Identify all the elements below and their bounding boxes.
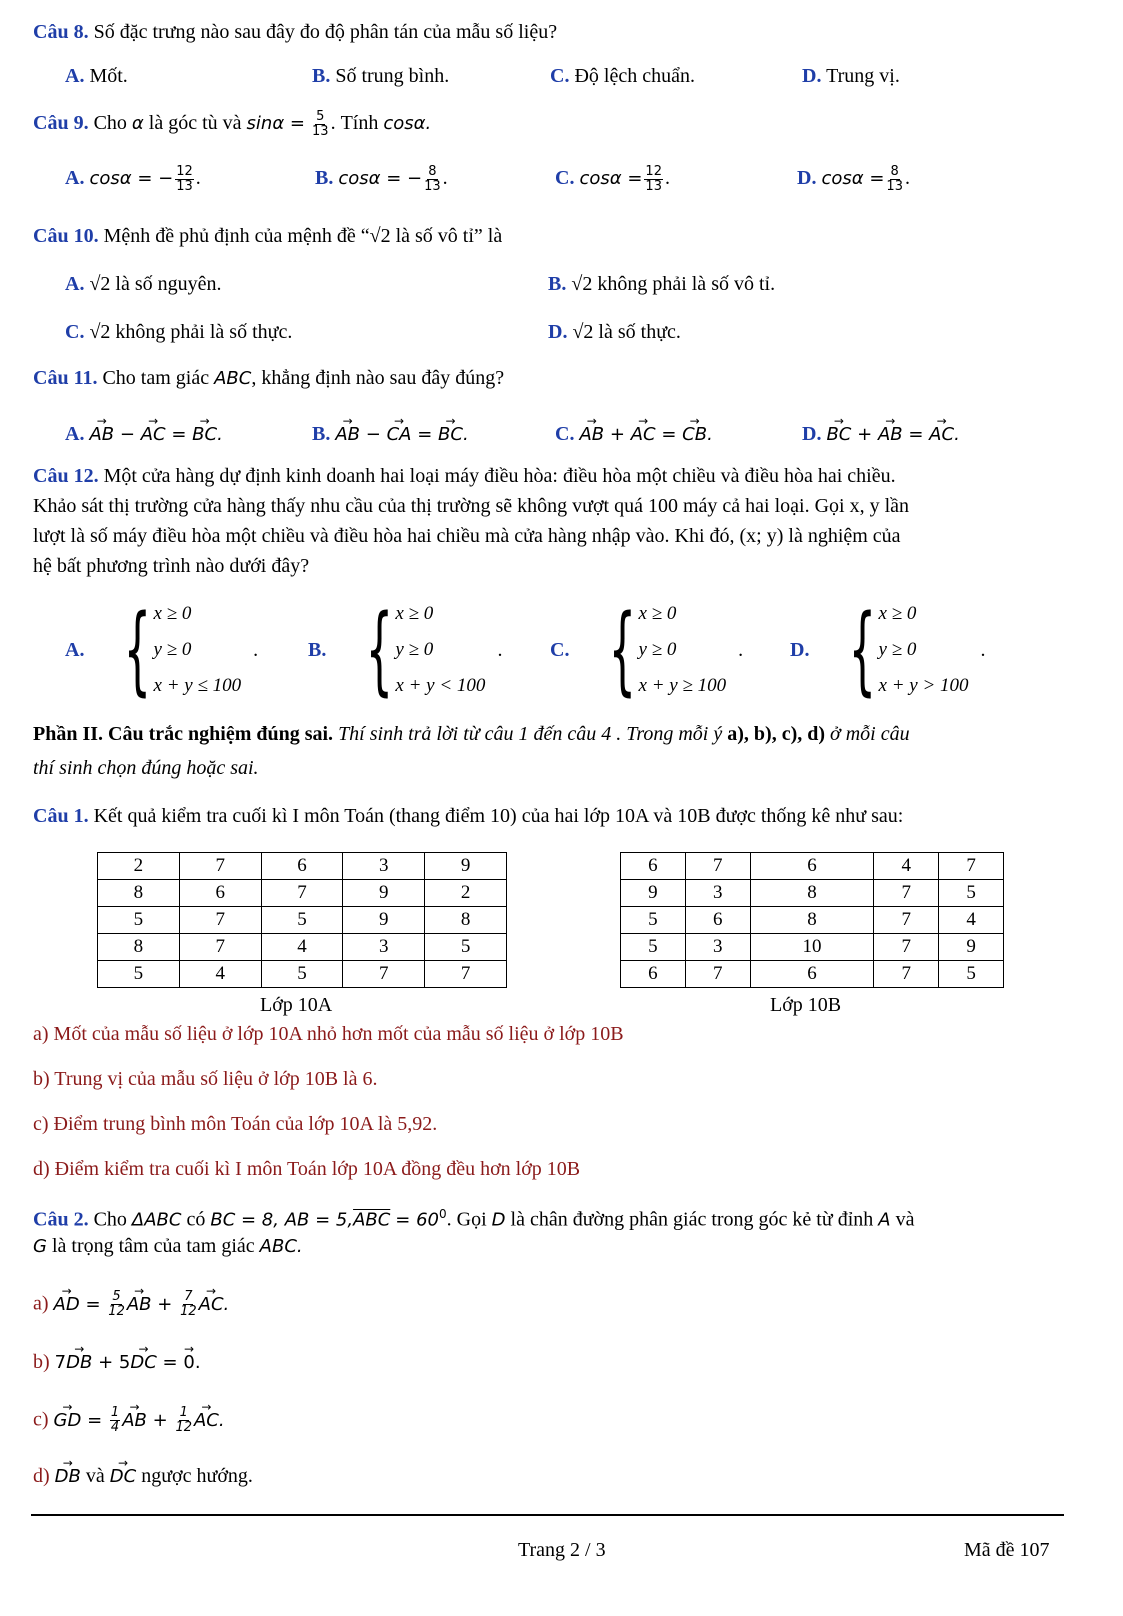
table-10a-cell: 5 <box>261 907 343 934</box>
table-10a-cell: 6 <box>179 880 261 907</box>
q11-option-b[interactable]: B. → AB − → CA = → BC. <box>312 422 469 447</box>
q12-label: Câu 12. <box>33 465 99 487</box>
table-10a-cell: 4 <box>179 961 261 988</box>
q10-label: Câu 10. <box>33 225 99 247</box>
caption-10b: Lớp 10B <box>770 994 842 1016</box>
brace-icon: { <box>609 594 637 706</box>
table-10b-cell: 7 <box>874 961 939 988</box>
table-10b-cell: 4 <box>939 907 1004 934</box>
q11-label: Câu 11. <box>33 367 98 389</box>
table-10a-cell: 9 <box>343 907 425 934</box>
table-10b-cell: 4 <box>874 853 939 880</box>
table-10a-cell: 3 <box>343 934 425 961</box>
q11-option-d[interactable]: D. → BC + → AB = → AC. <box>802 422 960 447</box>
table-10a-cell: 7 <box>425 961 507 988</box>
p2q2-stem-line-2: G là trọng tâm của tam giác ABC. <box>33 1235 303 1257</box>
q9-option-c[interactable]: C. cosα = $\frac{12}{13}$ . <box>555 164 670 194</box>
q12-line-4: hệ bất phương trình nào dưới đây? <box>33 555 310 577</box>
q10-stem <box>33 224 502 248</box>
table-10b-cell: 5 <box>621 907 686 934</box>
table-10b-row <box>621 961 1004 988</box>
table-10a-cell: 8 <box>425 907 507 934</box>
page-number: Trang 2 / 3 <box>518 1539 606 1561</box>
table-10b-cell: 5 <box>621 934 686 961</box>
table-10b-cell: 5 <box>939 961 1004 988</box>
q10-option-c[interactable]: C. √2 không phải là số thực. <box>65 321 293 343</box>
q12-option-c[interactable]: C. { x ≥ 0 y ≥ 0 x + y ≥ 100 . <box>550 594 744 706</box>
brace-icon: { <box>365 594 394 706</box>
table-10a-row <box>98 853 507 880</box>
table-10a-cell: 5 <box>425 934 507 961</box>
table-10b-cell: 9 <box>621 880 686 907</box>
option-text: Số trung bình. <box>335 65 450 87</box>
table-10b-cell: 8 <box>750 880 874 907</box>
q9-cos: cosα. <box>383 113 432 135</box>
q12-line-3: lượt là số máy điều hòa một chiều và điều hòa hai chiều mà cửa hàng nhập vào. Khi đó, (x; y) là nghiệm của <box>33 525 901 547</box>
footer-divider <box>31 1514 1064 1516</box>
table-10b-cell: 6 <box>685 907 750 934</box>
table-10b <box>620 852 1004 988</box>
table-10a-row <box>98 907 507 934</box>
table-10a-cell: 5 <box>261 961 343 988</box>
table-10a-cell: 7 <box>343 961 425 988</box>
option-letter: B. <box>312 65 331 87</box>
p2q1-item-a[interactable]: a) Mốt của mẫu số liệu ở lớp 10A nhỏ hơn mốt của mẫu số liệu ở lớp 10B <box>33 1023 624 1045</box>
q9-fraction: $\frac{5}{13}$ <box>312 109 329 139</box>
table-10a-cell: 8 <box>98 880 180 907</box>
angle-abc: $\overline{ABC}$ <box>353 1209 391 1231</box>
q10-option-b[interactable]: B. √2 không phải là số vô tỉ. <box>548 273 776 295</box>
table-10a-cell: 2 <box>98 853 180 880</box>
table-10b-row <box>621 880 1004 907</box>
table-10b-cell: 7 <box>874 880 939 907</box>
option-text: Mốt. <box>89 65 128 87</box>
table-10b-cell: 6 <box>750 853 874 880</box>
table-10b-cell: 8 <box>750 907 874 934</box>
brace-icon: { <box>849 594 877 706</box>
brace-icon: { <box>124 594 152 706</box>
table-10b-cell: 7 <box>939 853 1004 880</box>
q12-option-d[interactable]: D. { x ≥ 0 y ≥ 0 x + y > 100 . <box>790 594 986 706</box>
p2q2-item-c[interactable]: c) → GD = $\frac{1}{4}$ → AB + $\frac{1}{12}$ → AC. <box>33 1406 225 1435</box>
q8-option-b[interactable] <box>312 64 449 88</box>
table-10b-cell: 9 <box>939 934 1004 961</box>
table-10a-cell: 7 <box>261 880 343 907</box>
q12-option-b[interactable]: B. { x ≥ 0 y ≥ 0 x + y < 100 . <box>308 594 503 706</box>
table-10a-cell: 8 <box>98 934 180 961</box>
table-10b-row <box>621 934 1004 961</box>
table-10b-cell: 7 <box>874 907 939 934</box>
q9-label: Câu 9. <box>33 112 89 135</box>
q9-alpha: α <box>131 113 144 135</box>
option-letter: A. <box>65 65 85 87</box>
table-10b-cell: 5 <box>939 880 1004 907</box>
p2q2-item-a[interactable]: a) → AD = $\frac{5}{12}$ → AB + $\frac{7}{12}$ → AC. <box>33 1290 229 1319</box>
table-10a-cell: 7 <box>179 934 261 961</box>
p2q2-item-d[interactable]: d) → DB và → DC ngược hướng. <box>33 1464 253 1489</box>
table-10a-cell: 6 <box>261 853 343 880</box>
q9-stem <box>33 110 431 139</box>
q8-stem <box>33 20 557 44</box>
table-10a-cell: 2 <box>425 880 507 907</box>
p2q2-stem-line-1: Câu 2. Cho ΔABC có BC = 8, AB = $5,\overline{ABC} = 60^0$. Gọi D là chân đường phân giác trong góc kẻ từ đỉnh A và <box>33 1207 915 1231</box>
table-10b-row <box>621 853 1004 880</box>
table-10a-cell: 4 <box>261 934 343 961</box>
table-10a-cell: 7 <box>179 853 261 880</box>
q9-sin: sinα = <box>246 113 306 135</box>
q9-option-d[interactable]: D. cosα = $\frac{8}{13}$ . <box>797 164 910 194</box>
q8-text: Số đặc trưng nào sau đây đo độ phân tán của mẫu số liệu? <box>93 21 558 43</box>
table-10b-cell: 6 <box>621 961 686 988</box>
p2q2-label: Câu 2. <box>33 1208 89 1231</box>
table-10b-cell: 7 <box>874 934 939 961</box>
q9-text: Cho <box>93 112 127 135</box>
option-text: Trung vị. <box>826 65 900 87</box>
p2q1-stem: Câu 1. Kết quả kiểm tra cuối kì I môn Toán (thang điểm 10) của hai lớp 10A và 10B được thống kê như sau: <box>33 805 904 827</box>
q12-line-1: Câu 12. Một cửa hàng dự định kinh doanh hai loại máy điều hòa: điều hòa một chiều và điều hòa hai chiều. <box>33 465 896 487</box>
q8-option-c[interactable] <box>550 64 695 88</box>
table-10b-cell: 7 <box>685 853 750 880</box>
table-10b-cell: 3 <box>685 934 750 961</box>
part2-title: Phần II. Câu trắc nghiệm đúng sai. <box>33 723 334 745</box>
q11-option-a[interactable]: A. → AB − → AC = → BC. <box>65 422 223 447</box>
q11-option-c[interactable]: C. → AB + → AC = → CB. <box>555 422 713 447</box>
part2-heading: Phần II. Câu trắc nghiệm đúng sai. Thí sinh trả lời từ câu 1 đến câu 4 . Trong mỗi ý a), b), c), d) ở mỗi câu <box>33 723 910 745</box>
caption-10a: Lớp 10A <box>260 994 333 1016</box>
table-10a-row <box>98 934 507 961</box>
table-10a-cell: 5 <box>98 907 180 934</box>
part2-heading-line-2: thí sinh chọn đúng hoặc sai. <box>33 757 259 779</box>
table-10b-cell: 3 <box>685 880 750 907</box>
p2q1-item-d[interactable]: d) Điểm kiểm tra cuối kì I môn Toán lớp 10A đồng đều hơn lớp 10B <box>33 1158 581 1180</box>
table-10a <box>97 852 507 988</box>
table-10a-cell: 7 <box>179 907 261 934</box>
q8-label: Câu 8. <box>33 21 89 43</box>
p2q2-item-b[interactable]: b) 7→ DB + 5→ DC = → 0. <box>33 1350 201 1375</box>
p2q1-label: Câu 1. <box>33 805 89 827</box>
table-10a-cell: 5 <box>98 961 180 988</box>
table-10a-cell: 9 <box>343 880 425 907</box>
q9-option-b[interactable]: B. cosα = − $\frac{8}{13}$ . <box>315 164 448 194</box>
table-10b-cell: 7 <box>685 961 750 988</box>
table-10b-row <box>621 907 1004 934</box>
q9-option-a[interactable]: A. cosα = − $\frac{12}{13}$ . <box>65 164 201 194</box>
q10-option-a[interactable]: A. √2 là số nguyên. <box>65 273 222 295</box>
table-10a-cell: 9 <box>425 853 507 880</box>
q10-option-d[interactable]: D. √2 là số thực. <box>548 321 681 343</box>
table-10a-row <box>98 880 507 907</box>
q9-text: là góc tù và <box>148 112 242 135</box>
q11-stem: Câu 11. Cho tam giác ABC, khẳng định nào sau đây đúng? <box>33 367 505 389</box>
table-10b-cell: 6 <box>750 961 874 988</box>
exam-code: Mã đề 107 <box>964 1539 1050 1561</box>
q12-line-2: Khảo sát thị trường cửa hàng thấy nhu cầu của thị trường sẽ không vượt quá 100 máy cả hai loại. Gọi x, y lần <box>33 495 909 517</box>
table-10b-cell: 10 <box>750 934 874 961</box>
q9-text: . Tính <box>330 112 379 135</box>
table-10b-cell: 6 <box>621 853 686 880</box>
q10-text: Mệnh đề phủ định của mệnh đề “√2 là số vô tỉ” là <box>103 225 503 247</box>
p2q1-item-c[interactable]: c) Điểm trung bình môn Toán của lớp 10A là 5,92. <box>33 1113 438 1135</box>
p2q1-item-b[interactable]: b) Trung vị của mẫu số liệu ở lớp 10B là 6. <box>33 1068 378 1090</box>
option-letter: C. <box>550 65 570 87</box>
option-letter: D. <box>802 65 822 87</box>
option-text: Độ lệch chuẩn. <box>574 65 695 87</box>
table-10a-cell: 3 <box>343 853 425 880</box>
q8-option-a[interactable] <box>65 64 128 88</box>
q12-option-a[interactable]: A. { x ≥ 0 y ≥ 0 x + y ≤ 100 . <box>65 594 259 706</box>
q8-option-d[interactable] <box>802 64 900 88</box>
table-10a-row <box>98 961 507 988</box>
